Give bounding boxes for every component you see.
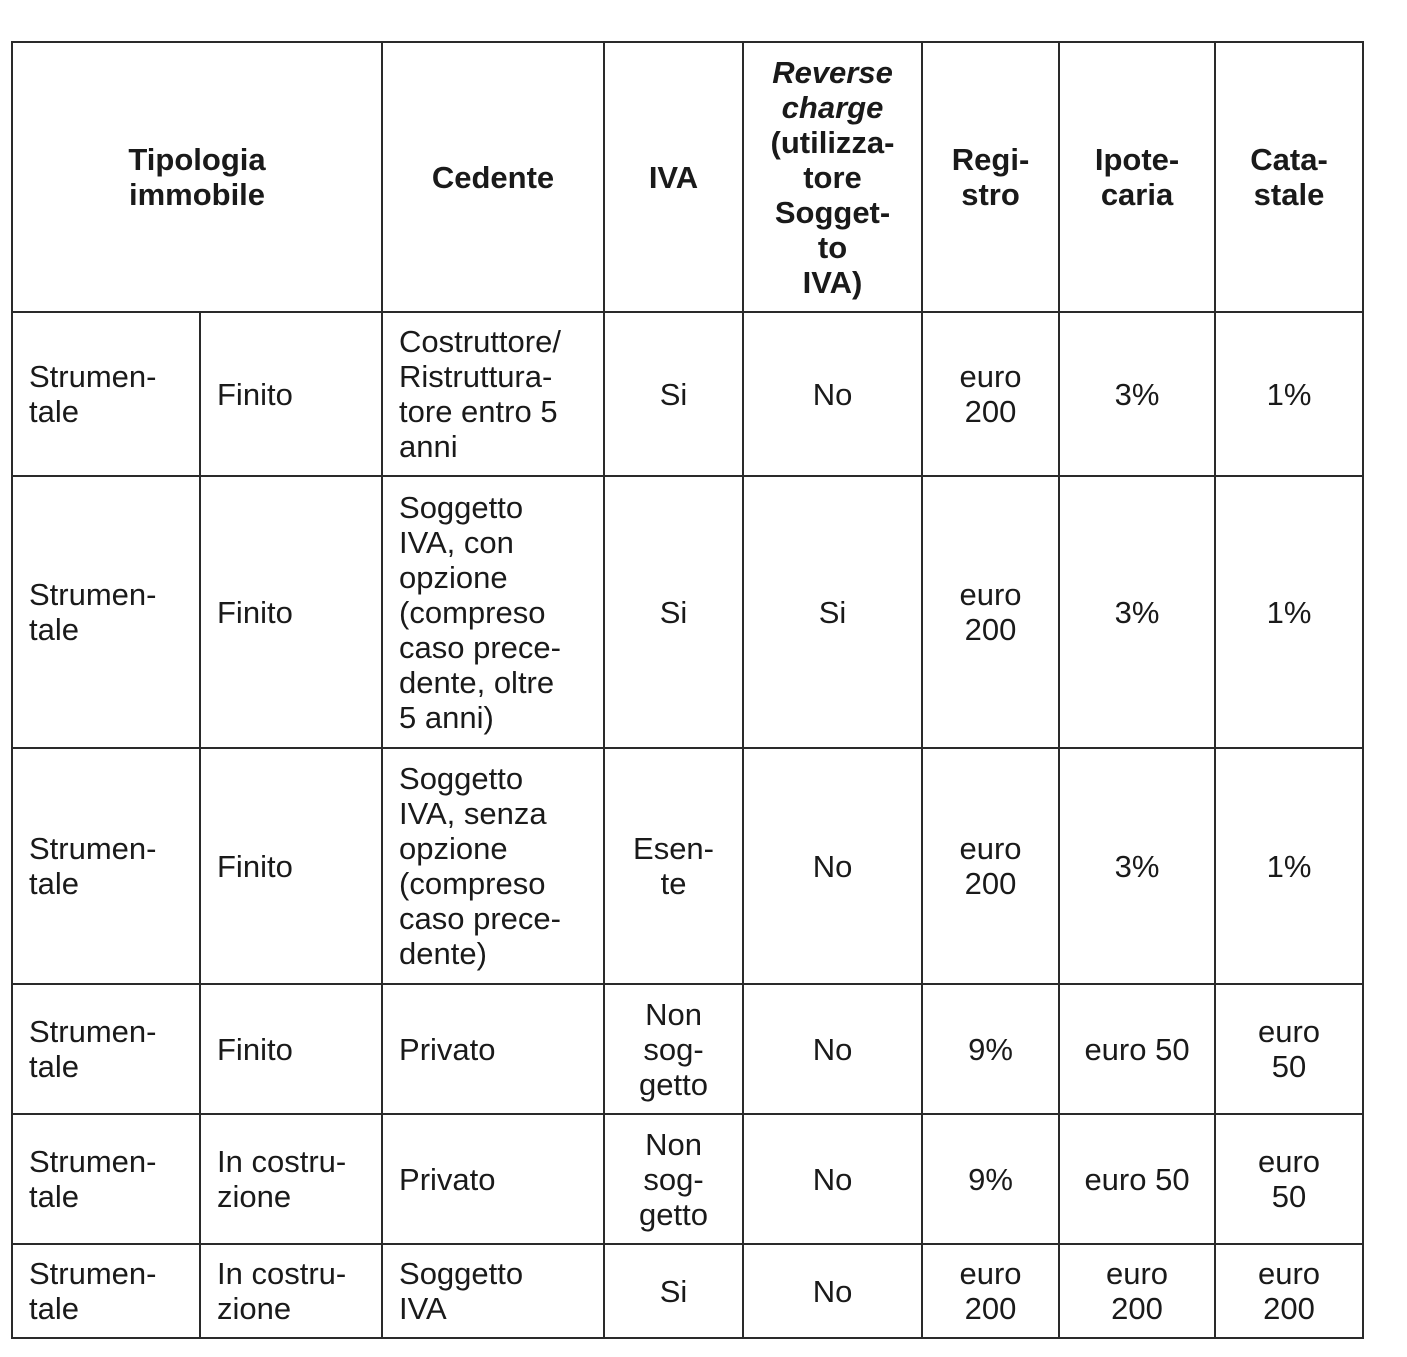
cell-reverse: No bbox=[743, 748, 922, 984]
cell-catastale: 1% bbox=[1215, 312, 1363, 476]
cell-tipo: Strumen- tale bbox=[12, 1114, 200, 1244]
cell-iva: Si bbox=[604, 1244, 743, 1338]
cell-registro: 9% bbox=[922, 984, 1059, 1114]
cell-ipotecaria: 3% bbox=[1059, 476, 1215, 748]
table-row bbox=[12, 476, 1363, 748]
cell-stato: Finito bbox=[200, 748, 382, 984]
cell-cedente: Soggetto IVA, con opzione (compreso caso prece- dente, oltre 5 anni) bbox=[382, 476, 604, 748]
cell-iva: Si bbox=[604, 312, 743, 476]
cell-catastale: euro 50 bbox=[1215, 984, 1363, 1114]
cell-cedente: Privato bbox=[382, 984, 604, 1114]
header-registro: Regi- stro bbox=[922, 42, 1059, 312]
header-row bbox=[12, 42, 1363, 312]
table-row bbox=[12, 748, 1363, 984]
cell-reverse: Si bbox=[743, 476, 922, 748]
cell-iva: Si bbox=[604, 476, 743, 748]
cell-catastale: 1% bbox=[1215, 476, 1363, 748]
cell-reverse: No bbox=[743, 1244, 922, 1338]
cell-stato: Finito bbox=[200, 984, 382, 1114]
table-row bbox=[12, 1244, 1363, 1338]
cell-registro: euro 200 bbox=[922, 748, 1059, 984]
cell-iva: Non sog- getto bbox=[604, 984, 743, 1114]
cell-cedente: Privato bbox=[382, 1114, 604, 1244]
cell-registro: euro 200 bbox=[922, 476, 1059, 748]
cell-registro: euro 200 bbox=[922, 312, 1059, 476]
cell-registro: 9% bbox=[922, 1114, 1059, 1244]
cell-stato: Finito bbox=[200, 312, 382, 476]
cell-stato: Finito bbox=[200, 476, 382, 748]
cell-iva: Non sog- getto bbox=[604, 1114, 743, 1244]
header-catastale: Cata- stale bbox=[1215, 42, 1363, 312]
cell-reverse: No bbox=[743, 984, 922, 1114]
tax-table bbox=[11, 41, 1364, 1339]
cell-cedente: Costruttore/ Ristruttura- tore entro 5 anni bbox=[382, 312, 604, 476]
cell-stato: In costru- zione bbox=[200, 1244, 382, 1338]
cell-tipo: Strumen- tale bbox=[12, 476, 200, 748]
cell-tipo: Strumen- tale bbox=[12, 984, 200, 1114]
cell-iva: Esen- te bbox=[604, 748, 743, 984]
table-row bbox=[12, 1114, 1363, 1244]
header-ipotecaria: Ipote- caria bbox=[1059, 42, 1215, 312]
cell-ipotecaria: 3% bbox=[1059, 748, 1215, 984]
cell-reverse: No bbox=[743, 312, 922, 476]
cell-ipotecaria: 3% bbox=[1059, 312, 1215, 476]
cell-tipo: Strumen- tale bbox=[12, 748, 200, 984]
cell-tipo: Strumen- tale bbox=[12, 1244, 200, 1338]
header-reverse-charge-italic: Reverse charge bbox=[772, 54, 893, 125]
cell-ipotecaria: euro 50 bbox=[1059, 1114, 1215, 1244]
cell-stato: In costru- zione bbox=[200, 1114, 382, 1244]
table-row bbox=[12, 312, 1363, 476]
header-tipologia: Tipologia immobile bbox=[12, 42, 382, 312]
cell-reverse: No bbox=[743, 1114, 922, 1244]
cell-ipotecaria: euro 200 bbox=[1059, 1244, 1215, 1338]
table-row bbox=[12, 984, 1363, 1114]
header-iva: IVA bbox=[604, 42, 743, 312]
cell-registro: euro 200 bbox=[922, 1244, 1059, 1338]
cell-ipotecaria: euro 50 bbox=[1059, 984, 1215, 1114]
cell-cedente: Soggetto IVA bbox=[382, 1244, 604, 1338]
header-cedente: Cedente bbox=[382, 42, 604, 312]
cell-catastale: 1% bbox=[1215, 748, 1363, 984]
cell-cedente: Soggetto IVA, senza opzione (compreso caso prece- dente) bbox=[382, 748, 604, 984]
cell-catastale: euro 50 bbox=[1215, 1114, 1363, 1244]
header-reverse-charge bbox=[743, 42, 922, 312]
header-reverse-charge-note: (utilizza- tore Sogget- to IVA) bbox=[770, 124, 895, 300]
cell-tipo: Strumen- tale bbox=[12, 312, 200, 476]
cell-catastale: euro 200 bbox=[1215, 1244, 1363, 1338]
